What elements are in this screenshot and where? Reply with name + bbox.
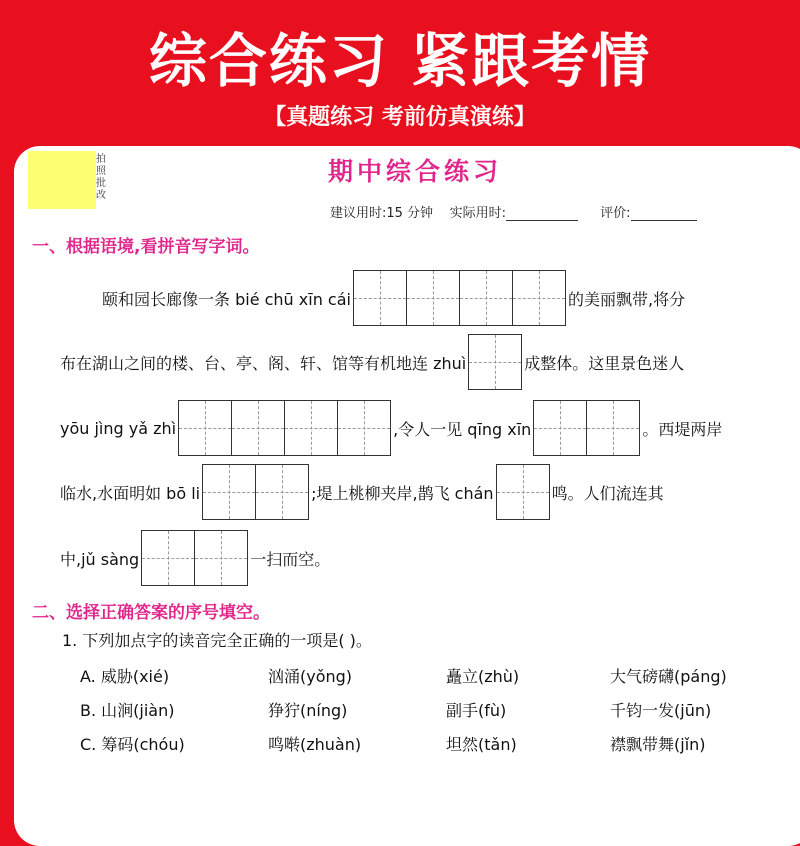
answer-grid-1[interactable] xyxy=(496,464,550,520)
actual-time-label: 实际用时: xyxy=(449,206,506,221)
rating-blank[interactable] xyxy=(631,208,697,221)
option-b-4: 千钧一发(jūn) xyxy=(610,701,712,720)
rating-label: 评价: xyxy=(600,206,631,221)
line-text: 的美丽飘带,将分 xyxy=(567,289,686,309)
line-text: yōu jìng yǎ zhì xyxy=(60,418,177,438)
line-text: 临水,水面明如 bō li xyxy=(60,483,201,503)
line-text: ,令人一见 qīng xīn xyxy=(393,419,532,439)
option-c-1: C. 筹码(chóu) xyxy=(80,735,185,754)
line-text: 成整体。这里景色迷人 xyxy=(524,353,685,373)
line-text: 一扫而空。 xyxy=(250,549,331,569)
line-text: ;堤上桃柳夹岸,鹊飞 chán xyxy=(311,483,494,503)
option-b-1: B. 山涧(jiàn) xyxy=(80,701,175,720)
banner-subtitle: 【真题练习 考前仿真演练】 xyxy=(264,105,536,130)
answer-grid-4[interactable] xyxy=(178,400,391,456)
sticky-note xyxy=(28,151,96,209)
line-text: 颐和园长廊像一条 bié chū xīn cái xyxy=(102,289,351,309)
section1-line-1 xyxy=(102,270,685,326)
answer-grid-2[interactable] xyxy=(533,400,640,456)
exam-paper xyxy=(14,146,800,846)
section-1-title: 一、根据语境,看拼音写字词。 xyxy=(32,237,260,257)
suggested-time: 建议用时:15 分钟 xyxy=(330,206,434,221)
option-a-2: 汹涌(yǒng) xyxy=(268,667,353,686)
answer-grid-4[interactable] xyxy=(353,270,566,326)
banner-title: 综合练习 紧跟考情 xyxy=(148,27,652,95)
line-text: 布在湖山之间的楼、台、亭、阁、轩、馆等有机地连 zhuì xyxy=(60,353,467,373)
photo-grading-label: 拍照批改 xyxy=(96,154,106,201)
exam-meta xyxy=(330,202,697,221)
actual-time-blank[interactable] xyxy=(506,208,578,221)
line-text: 中,jǔ sàng xyxy=(60,549,140,569)
section1-line-4 xyxy=(60,464,664,520)
exam-title: 期中综合练习 xyxy=(328,157,503,186)
option-b-2: 狰狞(níng) xyxy=(268,701,348,720)
answer-grid-2[interactable] xyxy=(202,464,309,520)
option-c-3: 坦然(tǎn) xyxy=(446,735,517,754)
section1-line-2 xyxy=(60,334,684,390)
option-a-4: 大气磅礴(páng) xyxy=(610,667,727,686)
option-c-2: 鸣啭(zhuàn) xyxy=(268,735,362,754)
option-a-3: 矗立(zhù) xyxy=(446,667,520,686)
line-text: 。西堤两岸 xyxy=(642,419,723,439)
answer-grid-2[interactable] xyxy=(141,530,248,586)
line-text: 鸣。人们流连其 xyxy=(551,483,664,503)
option-c-4: 襟飘带舞(jǐn) xyxy=(610,735,706,754)
answer-grid-1[interactable] xyxy=(468,334,522,390)
section1-line-5 xyxy=(60,530,330,586)
question-1: 1. 下列加点字的读音完全正确的一项是( )。 xyxy=(62,631,372,650)
option-b-3: 副手(fù) xyxy=(446,701,507,720)
section1-line-3 xyxy=(60,400,722,456)
section-2-title: 二、选择正确答案的序号填空。 xyxy=(32,603,270,623)
option-a-1: A. 威胁(xié) xyxy=(80,667,170,686)
